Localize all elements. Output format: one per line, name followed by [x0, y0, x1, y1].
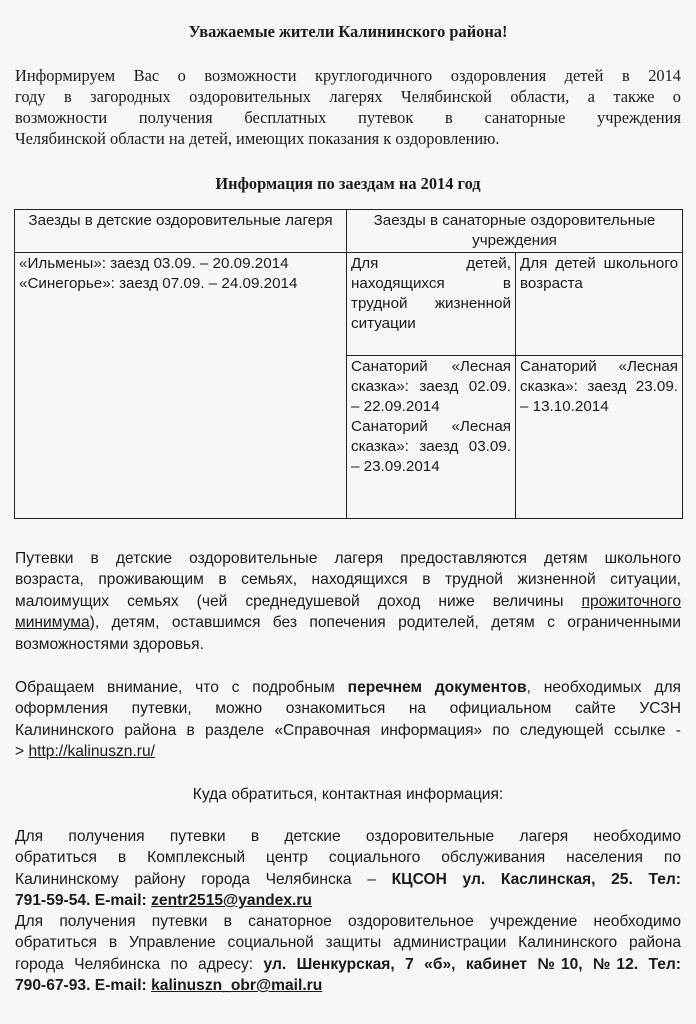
intro-paragraph — [15, 65, 681, 149]
uszn-email-link[interactable]: kalinuszn_obr@mail.ru — [151, 977, 323, 995]
camps-cell — [15, 253, 347, 519]
sanatorium-cell-right: Санаторий «Лесная сказка»: заезд 23.09. – 13.10.2014 — [516, 356, 683, 519]
sanatorium-cell-left — [347, 356, 516, 519]
uszn-site-link[interactable]: http://kalinuszn.ru/ — [28, 743, 156, 761]
intro-line-2: году в загородных оздоровительных лагерях Челябинской области, а также о — [15, 87, 681, 106]
para4-line-2: обратиться в Комплексный центр социального обслуживания населения по — [15, 849, 681, 867]
sanatorium-contacts-paragraph — [15, 911, 681, 997]
para5-line-4: 790-67-93. E-mail: kalinuszn_obr@mail.ru — [15, 977, 323, 995]
subheader-difficult-situation: Для детей, находящихся в трудной жизненной ситуации — [347, 253, 516, 356]
kcson-address: КЦСОН ул. Каслинская, 25. Тел: — [391, 870, 681, 888]
para3-line-4: > http://kalinuszn.ru/ — [15, 743, 156, 761]
sanatorium-entry-2: Санаторий «Лесная сказка»: заезд 03.09. – 23.09.2014 — [351, 418, 511, 475]
table-title: Информация по заездам на 2014 год — [215, 174, 481, 193]
para4-line-1: Для получения путевки в детские оздоровительные лагеря необходимо — [15, 828, 681, 845]
para2-line-1: Путевки в детские оздоровительные лагеря предоставляются детям школьного — [15, 550, 681, 567]
para4-line-3: Калининскому району города Челябинска – КЦСОН ул. Каслинская, 25. Тел: — [15, 870, 681, 888]
header-sanatoriums: Заезды в санаторные оздоровительные учреждения — [347, 210, 683, 253]
header-camps: Заезды в детские оздоровительные лагеря — [15, 210, 347, 253]
sanatorium-entry-1: Санаторий «Лесная сказка»: заезд 02.09. – 22.09.2014 — [351, 358, 511, 415]
documents-list-emphasis: перечнем документов — [347, 679, 527, 696]
para5-line-3: города Челябинска по адресу: ул. Шенкурская, 7 «б», кабинет №10, №12. Тел: — [15, 955, 681, 973]
subsistence-minimum-link-part2[interactable]: минимума — [15, 614, 90, 632]
para3-line-2: оформления путевки, можно ознакомиться на официальном сайте УСЗН — [15, 700, 681, 718]
table-row — [15, 253, 683, 356]
para4-line-4: 791-59-54. E-mail: zentr2515@yandex.ru — [15, 892, 312, 910]
contacts-title: Куда обратиться, контактная информация: — [192, 786, 504, 803]
para3-line-3: Калининского района в разделе «Справочная информация» по следующей ссылке - — [15, 721, 681, 739]
para2-line-5: возможностями здоровья. — [15, 635, 204, 653]
intro-line-4: Челябинской области на детей, имеющих показания к оздоровлению. — [15, 129, 500, 148]
para3-line-1: Обращаем внимание, что с подробным перечнем документов, необходимых для — [15, 679, 681, 696]
para5-line-1: Для получения путевки в санаторное оздоровительное учреждение необходимо — [15, 913, 681, 930]
intro-line-1: Информируем Вас о возможности круглогодичного оздоровления детей в 2014 — [15, 66, 681, 85]
camp-contacts-paragraph — [15, 826, 681, 912]
table-header-row — [15, 210, 683, 253]
documents-paragraph — [15, 677, 681, 763]
para2-line-4: минимума), детям, оставшимся без попечения родителей, детям с ограниченными — [15, 614, 681, 632]
subheader-school-age: Для детей школьного возраста — [516, 253, 683, 356]
kcson-email-link[interactable]: zentr2515@yandex.ru — [151, 892, 312, 910]
uszn-address: ул. Шенкурская, 7 «б», кабинет №10, №12. Тел: — [263, 955, 681, 973]
camp-sinegorye: «Синегорье»: заезд 07.09. – 24.09.2014 — [19, 275, 298, 292]
schedule-table — [14, 209, 683, 519]
intro-line-3: возможности получения бесплатных путевок в санаторные учреждения — [15, 108, 681, 127]
para5-line-2: обратиться в Управление социальной защиты администрации Калининского района — [15, 934, 681, 952]
page-heading: Уважаемые жители Калининского района! — [188, 22, 508, 41]
camp-ilmeny: «Ильмены»: заезд 03.09. – 20.09.2014 — [19, 255, 289, 272]
para2-line-2: возраста, проживающим в семьях, находящихся в трудной жизненной ситуации, — [15, 571, 681, 589]
eligibility-paragraph — [15, 548, 681, 655]
para2-line-3: малоимущих семьях (чей среднедушевой доход ниже величины прожиточного — [15, 592, 681, 610]
subsistence-minimum-link-part1[interactable]: прожиточного — [581, 592, 681, 610]
